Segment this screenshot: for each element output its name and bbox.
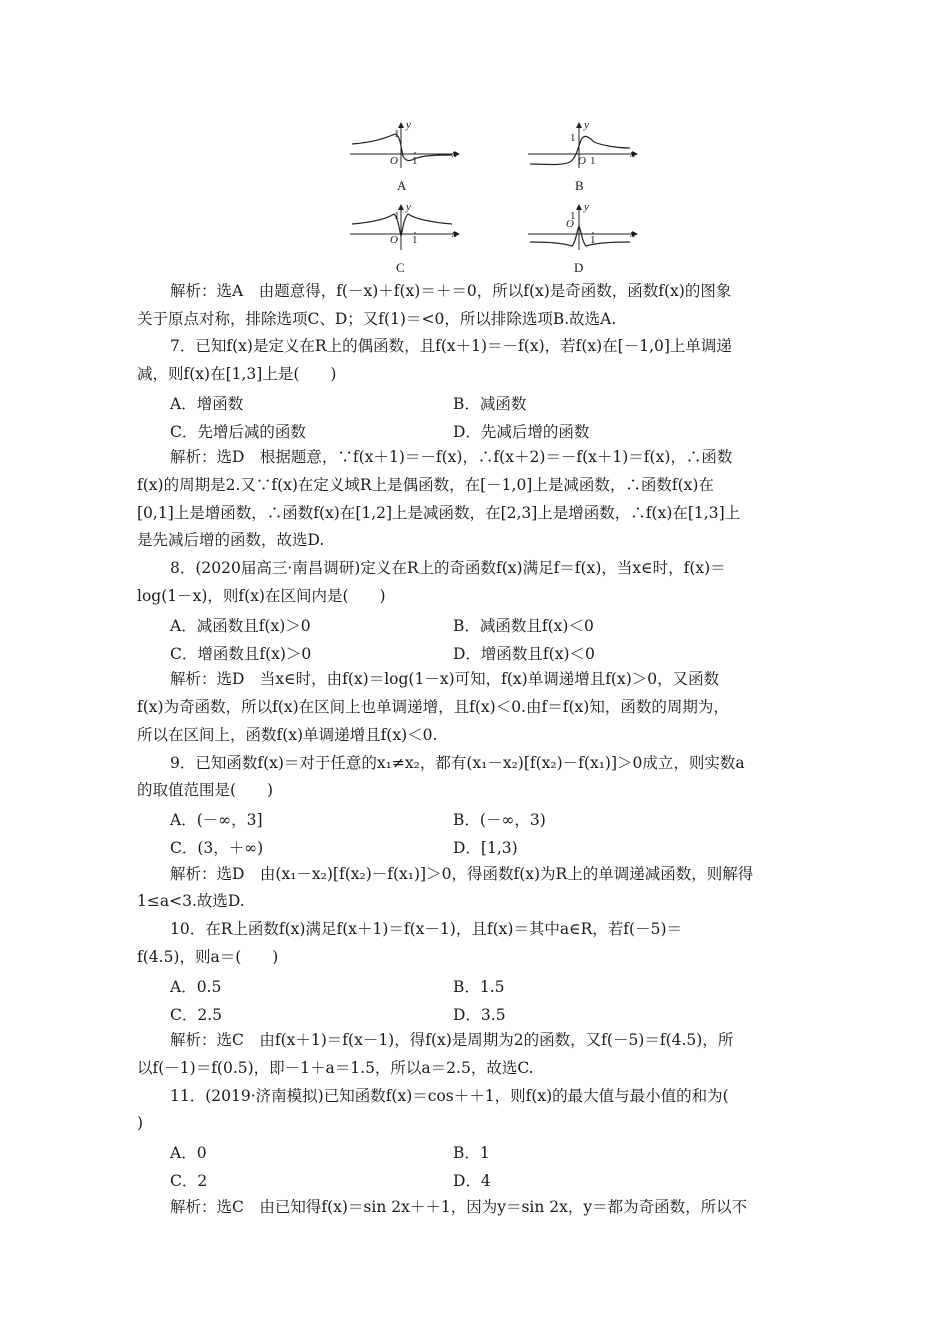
q11-option-b: B．1: [453, 1144, 490, 1162]
q7-stem-line-2: 减，则f(x)在[1,3]上是( ): [137, 365, 337, 383]
q11-stem-line-1: 11．(2019·济南模拟)已知函数f(x)＝cos＋＋1，则f(x)的最大值与最小值的和为(: [170, 1087, 729, 1105]
q10-option-b: B．1.5: [453, 978, 505, 996]
graph-a-caption: A: [397, 178, 407, 193]
graph-b-one-tick: 1: [570, 132, 576, 144]
q9-option-c: C．(3，＋∞): [170, 839, 264, 857]
q10-solution-line-2: 以f(－1)＝f(0.5)，即－1＋a＝1.5，所以a＝2.5，故选C.: [137, 1059, 534, 1077]
q7-solution-line-1: 解析：选D 根据题意，∵f(x＋1)＝－f(x)，∴f(x＋2)＝－f(x＋1)＝f(x)，∴函数: [170, 448, 733, 466]
q7-option-a: A．增函数: [170, 395, 244, 413]
q6-solution-line-1: 解析：选A 由题意得，f(－x)＋f(x)＝＋＝0，所以f(x)是奇函数，函数f(x)的图象: [170, 282, 732, 300]
graph-d-origin: O: [566, 218, 574, 230]
q8-option-a: A．减函数且f(x)＞0: [170, 617, 311, 635]
q10-option-c: C．2.5: [170, 1006, 223, 1024]
q9-option-a: A．(－∞，3]: [170, 811, 263, 829]
graph-b-x-label: x: [630, 148, 635, 160]
q6-solution-line-2: 关于原点对称，排除选项C、D；又f(1)＝<0，所以排除选项B.故选A.: [137, 310, 617, 328]
q7-option-d: D．先减后增的函数: [453, 423, 590, 441]
graph-c-origin: O: [390, 234, 398, 246]
q10-stem-line-1: 10．在R上函数f(x)满足f(x＋1)＝f(x－1)，且f(x)＝其中a∈R，若f(－5)＝: [170, 920, 682, 938]
q8-option-d: D．增函数且f(x)＜0: [453, 645, 595, 663]
q9-solution-line-1: 解析：选D 由(x₁－x₂)[f(x₂)－f(x₁)]＞0，得函数f(x)为R上的单调递减函数，则解得: [170, 865, 754, 883]
q10-option-d: D．3.5: [453, 1006, 506, 1024]
graph-a-one-tick: 1: [394, 128, 400, 140]
graph-a-x-label: x: [452, 148, 457, 160]
q11-option-c: C．2: [170, 1172, 208, 1190]
q8-option-b: B．减函数且f(x)＜0: [453, 617, 594, 635]
q7-option-c: C．先增后减的函数: [170, 423, 306, 441]
q9-option-d: D．[1,3): [453, 839, 518, 857]
q8-stem-line-1: 8．(2020届高三·南昌调研)定义在R上的奇函数f(x)满足f＝f(x)，当x∈时，f(x)＝: [170, 559, 726, 577]
q9-option-b: B．(－∞，3): [453, 811, 546, 829]
graph-a-origin: O: [390, 155, 398, 167]
graph-b-x-tick: 1: [590, 155, 596, 167]
graph-d-x-label: x: [630, 228, 635, 240]
graph-b-y-label: y: [584, 119, 589, 131]
graph-d: [526, 204, 638, 252]
q7-stem-line-1: 7．已知f(x)是定义在R上的偶函数，且f(x＋1)＝－f(x)，若f(x)在[－1,0]上单调递: [170, 337, 732, 355]
q11-stem-line-2: ): [137, 1114, 144, 1132]
graph-c-x-tick: 1: [412, 234, 418, 246]
graph-a-y-label: y: [406, 119, 411, 131]
graph-a: [348, 122, 460, 170]
q7-solution-line-4: 是先减后增的函数，故选D.: [137, 531, 325, 549]
q7-solution-line-3: [0,1]上是增函数，∴函数f(x)在[1,2]上是减函数，在[2,3]上是增函数，∴f(x)在[1,3]上: [137, 504, 741, 522]
q8-stem-line-2: log(1－x)，则f(x)在区间内是( ): [137, 587, 386, 605]
q9-stem-line-1: 9．已知函数f(x)＝对于任意的x₁≠x₂，都有(x₁－x₂)[f(x₂)－f(x₁)]＞0成立，则实数a: [170, 754, 745, 772]
q8-solution-line-1: 解析：选D 当x∈时，由f(x)＝log(1－x)可知，f(x)单调递增且f(x)＞0，又函数: [170, 670, 720, 688]
q10-stem-line-2: f(4.5)，则a＝( ): [137, 948, 279, 966]
q11-option-a: A．0: [170, 1144, 207, 1162]
graph-c-x-label: x: [452, 228, 457, 240]
q9-stem-line-2: 的取值范围是( ): [137, 781, 274, 799]
q8-solution-line-2: f(x)为奇函数，所以f(x)在区间上也单调递增，且f(x)＜0.由f＝f(x)知，函数的周期为，: [137, 698, 729, 716]
q8-option-c: C．增函数且f(x)＞0: [170, 645, 312, 663]
graph-c-caption: C: [396, 260, 405, 275]
q10-option-a: A．0.5: [170, 978, 222, 996]
graph-c-one-tick: 1: [394, 210, 400, 222]
q11-option-d: D．4: [453, 1172, 491, 1190]
q8-solution-line-3: 所以在区间上，函数f(x)单调递增且f(x)＜0.: [137, 726, 438, 744]
graph-d-caption: D: [574, 260, 584, 275]
q10-solution-line-1: 解析：选C 由f(x＋1)＝f(x－1)，得f(x)是周期为2的函数，又f(－5)＝f(4.5)，所: [170, 1031, 734, 1049]
graph-d-x-tick: 1: [590, 234, 596, 246]
q11-solution-line-1: 解析：选C 由已知得f(x)＝sin 2x＋＋1，因为y＝sin 2x，y＝都为奇函数，所以不: [170, 1198, 748, 1216]
graph-b-caption: B: [575, 178, 584, 193]
q7-option-b: B．减函数: [453, 395, 527, 413]
graph-a-x-tick: 1: [412, 155, 418, 167]
graph-d-one-tick: 1: [570, 210, 576, 222]
graph-d-y-label: y: [584, 201, 589, 213]
graph-b-origin: O: [578, 155, 586, 167]
q9-solution-line-2: 1≤a<3.故选D.: [137, 892, 245, 910]
graph-c-y-label: y: [406, 201, 411, 213]
q7-solution-line-2: f(x)的周期是2.又∵f(x)在定义域R上是偶函数，在[－1,0]上是减函数，∴函数f(x)在: [137, 476, 714, 494]
graph-c: [348, 204, 460, 252]
